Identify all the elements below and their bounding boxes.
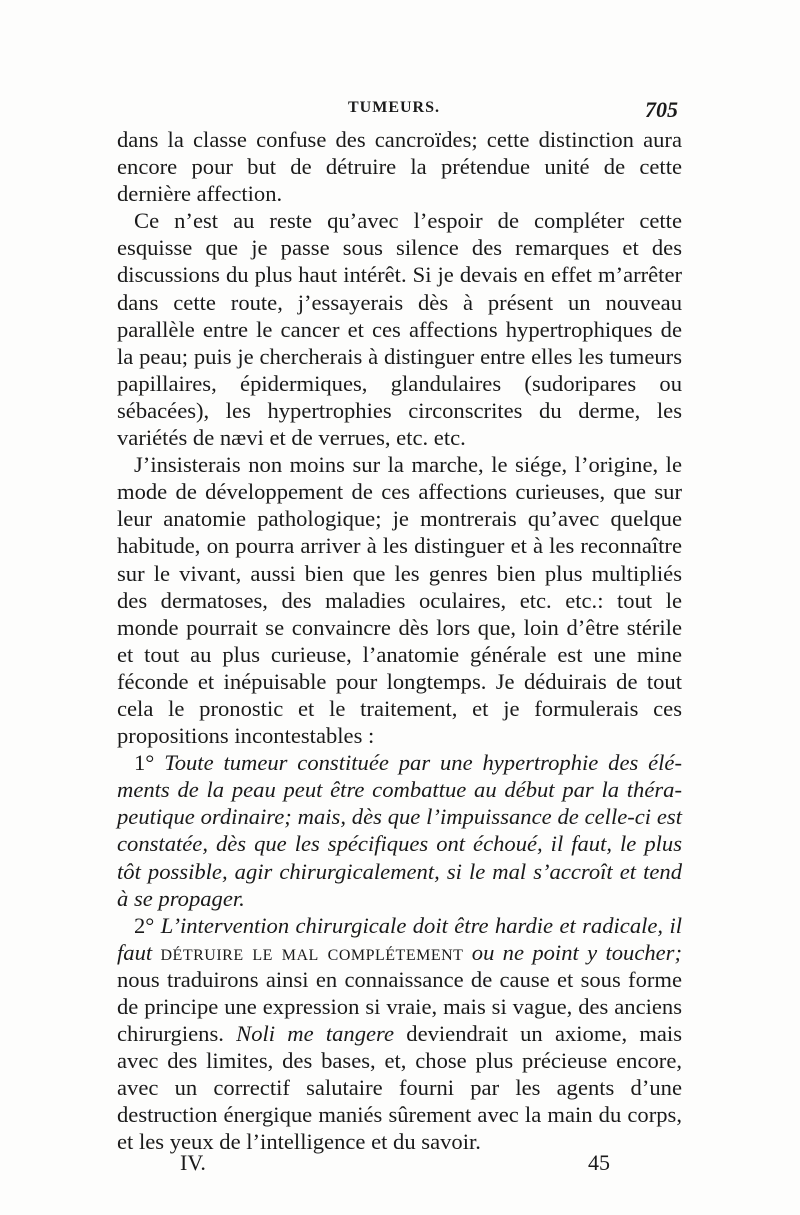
paragraph-3: J’insisterais non moins sur la marche, le siége, l’origine, le mode de développement de ces affections curieuses, que sur leur anatomie pathologique; je montrerais qu’avec quelque habitude, on pourra arriver à les distinguer et à les reconnaître sur le vivant, aussi bien que les genres bien plus multipliés des dermatoses, des maladies oculaires, etc. etc.: tout le monde pourrait se convaincre dès lors que, loin d’être stérile et tout au plus curieuse, l’anatomie générale est une mine féconde et inépuisable pour longtemps. Je déduirais de tout cela le pronostic et le traitement, et je formulerais ces propositions incontestables :: [117, 452, 682, 749]
proposition-2-number: 2°: [134, 912, 155, 938]
proposition-2-text-f: deviendrait un axiome, mais avec des limites, des bases, et, chose plus précieuse encore, avec un correctif salutaire fourni par les agents d’une destruction énergique maniés sûrement avec la main du corps, et les yeux de l’intelligence et du savoir.: [117, 1021, 682, 1155]
signature-mark-right: 45: [588, 1150, 610, 1175]
proposition-2: [117, 912, 682, 1156]
proposition-2-text-c: ou ne point y toucher;: [471, 939, 682, 965]
proposition-2-latin: Noli me tangere: [236, 1021, 395, 1047]
proposition-1-number: 1°: [134, 750, 155, 776]
signature-mark-left: IV.: [180, 1150, 206, 1175]
page-footer: [180, 1150, 610, 1180]
page-number: 705: [645, 97, 678, 122]
proposition-2-text-a: L’intervention chirurgicale doit être hardie et radicale, il faut: [117, 912, 682, 965]
paragraph-2: Ce n’est au reste qu’avec l’espoir de compléter cette esquisse que je passe sous silence des remarques et des discussions du plus haut intérêt. Si je devais en effet m’arrêter dans cette route, j’essayerais dès à présent un nouveau parallèle entre le cancer et ces affections hypertrophiques de la peau; puis je chercherais à distinguer entre elles les tumeurs papillaires, épidermiques, glandulaires (sudoripares ou sébacées), les hypertrophies circonscrites du derme, les variétés de nævi et de verrues, etc. etc.: [117, 208, 682, 451]
proposition-1-text: Toute tumeur constituée par une hypertrophie des éléments de la peau peut être combattue au début par la thérapeutique ordinaire; mais, dès que l’impuissance de celle-ci est constatée, dès que les spécifiques ont échoué, il faut, le plus tôt possible, agir chirurgicalement, si le mal s’accroît et tend à se propager.: [117, 750, 682, 911]
proposition-2-small-caps: détruire le mal complétement: [160, 939, 464, 965]
running-head: [118, 97, 678, 123]
proposition-2-text-d: nous traduirons ainsi en connaissance de cause et sous forme de principe une expression si vraie, mais si vague, des anciens chirurgiens.: [117, 966, 682, 1047]
running-title: TUMEURS.: [348, 99, 441, 116]
body-text: [117, 126, 682, 1156]
paragraph-1: dans la classe confuse des cancroïdes; cette distinction aura encore pour but de détruire la prétendue unité de cette dernière affection.: [117, 127, 682, 207]
proposition-1: [117, 749, 682, 912]
